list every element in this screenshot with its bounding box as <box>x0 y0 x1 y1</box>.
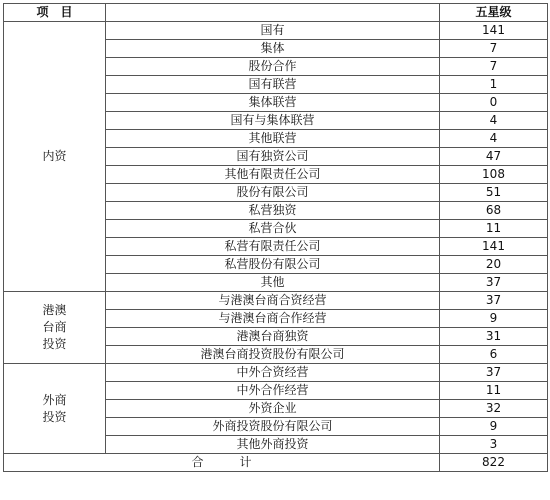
row-value: 7 <box>440 40 548 58</box>
row-type: 外商投资股份有限公司 <box>106 418 440 436</box>
table-row <box>4 364 548 382</box>
row-type: 国有与集体联营 <box>106 112 440 130</box>
row-value: 9 <box>440 310 548 328</box>
group-label-line: 外商 <box>42 392 67 407</box>
row-type: 集体联营 <box>106 94 440 112</box>
group-label <box>4 22 106 292</box>
row-value: 37 <box>440 292 548 310</box>
row-value: 37 <box>440 364 548 382</box>
table-body <box>4 22 548 454</box>
row-type: 其他联营 <box>106 130 440 148</box>
row-type: 其他 <box>106 274 440 292</box>
row-value: 108 <box>440 166 548 184</box>
total-label: 合计 <box>4 454 440 472</box>
row-type: 其他外商投资 <box>106 436 440 454</box>
row-value: 1 <box>440 76 548 94</box>
row-type: 与港澳台商合作经营 <box>106 310 440 328</box>
row-type: 股份合作 <box>106 58 440 76</box>
row-value: 6 <box>440 346 548 364</box>
row-type: 私营有限责任公司 <box>106 238 440 256</box>
row-value: 51 <box>440 184 548 202</box>
row-type: 国有 <box>106 22 440 40</box>
row-type: 私营独资 <box>106 202 440 220</box>
group-label-line: 投资 <box>42 409 67 424</box>
header-type <box>106 4 440 22</box>
row-value: 11 <box>440 220 548 238</box>
row-type: 与港澳台商合资经营 <box>106 292 440 310</box>
row-type: 私营股份有限公司 <box>106 256 440 274</box>
row-value: 20 <box>440 256 548 274</box>
row-type: 股份有限公司 <box>106 184 440 202</box>
row-type: 中外合作经营 <box>106 382 440 400</box>
row-value: 37 <box>440 274 548 292</box>
row-value: 4 <box>440 130 548 148</box>
row-type: 外资企业 <box>106 400 440 418</box>
header-five-star: 五星级 <box>440 4 548 22</box>
group-label <box>4 364 106 454</box>
row-value: 3 <box>440 436 548 454</box>
row-type: 其他有限责任公司 <box>106 166 440 184</box>
group-label-line: 台商 <box>42 320 67 334</box>
table-row <box>4 22 548 40</box>
row-value: 4 <box>440 112 548 130</box>
row-value: 68 <box>440 202 548 220</box>
row-value: 47 <box>440 148 548 166</box>
group-label-line: 内资 <box>42 149 67 163</box>
table-row <box>4 292 548 310</box>
hotel-ownership-table <box>3 3 548 472</box>
row-value: 32 <box>440 400 548 418</box>
total-value: 822 <box>440 454 548 472</box>
row-value: 0 <box>440 94 548 112</box>
row-type: 港澳台商独资 <box>106 328 440 346</box>
total-row <box>4 454 548 472</box>
row-type: 国有独资公司 <box>106 148 440 166</box>
header-item: 项 目 <box>4 4 106 22</box>
group-label-line: 港澳 <box>42 303 67 317</box>
row-type: 中外合资经营 <box>106 364 440 382</box>
row-type: 国有联营 <box>106 76 440 94</box>
row-value: 141 <box>440 22 548 40</box>
row-value: 7 <box>440 58 548 76</box>
row-type: 私营合伙 <box>106 220 440 238</box>
row-type: 集体 <box>106 40 440 58</box>
row-value: 141 <box>440 238 548 256</box>
row-value: 11 <box>440 382 548 400</box>
row-value: 9 <box>440 418 548 436</box>
row-type: 港澳台商投资股份有限公司 <box>106 346 440 364</box>
header-row <box>4 4 548 22</box>
group-label <box>4 292 106 364</box>
row-value: 31 <box>440 328 548 346</box>
group-label-line: 投资 <box>42 337 67 351</box>
